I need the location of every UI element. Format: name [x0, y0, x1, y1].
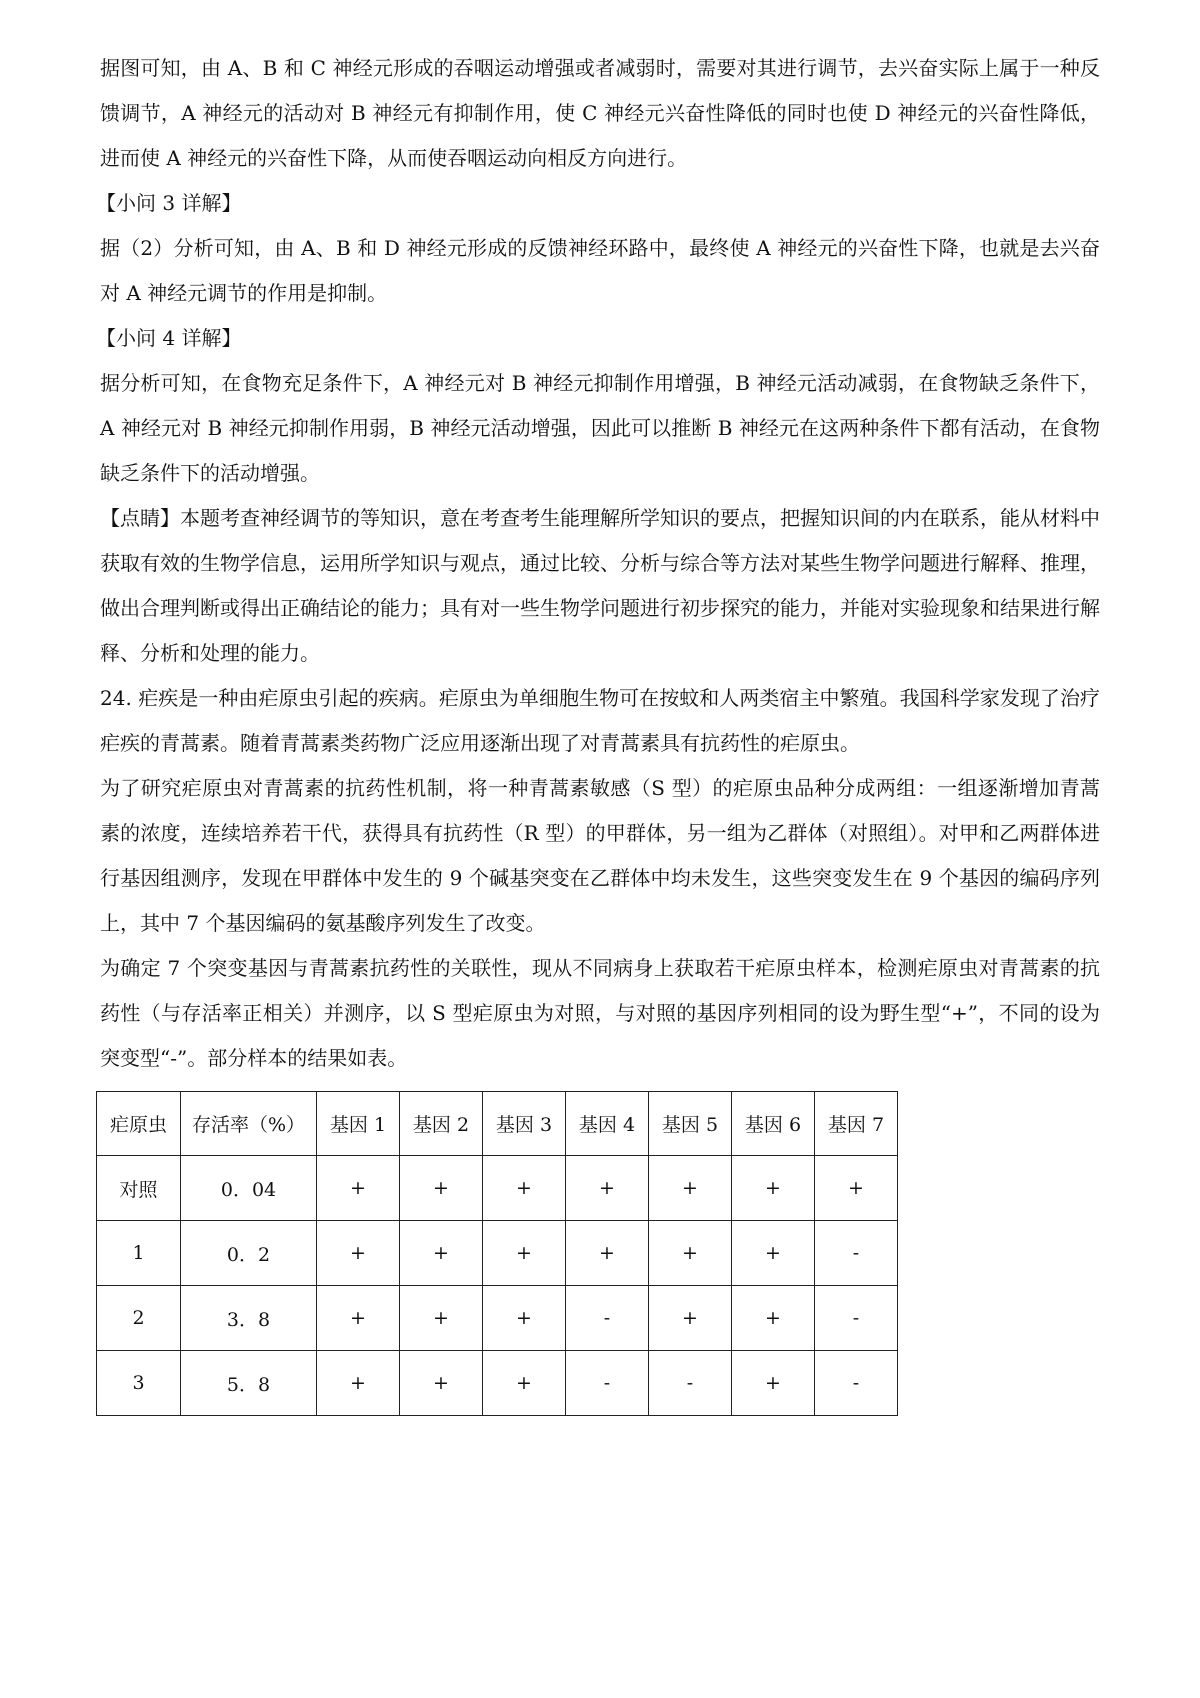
table-cell: - [815, 1351, 898, 1416]
paragraph-analysis: 据图可知，由 A、B 和 C 神经元形成的吞咽运动增强或者减弱时，需要对其进行调节，去兴奋实际上属于一种反馈调节，A 神经元的活动对 B 神经元有抑制作用，使 C 神经元兴奋性降低的同时也使 D 神经元的兴奋性降低，进而使 A 神经元的兴奋性下降，从而使吞咽运动向相反方向进行。 [100, 56, 1100, 170]
header-cell: 基因 4 [566, 1092, 649, 1156]
header-cell: 基因 1 [317, 1092, 400, 1156]
header-cell: 基因 6 [732, 1092, 815, 1156]
table-cell: + [483, 1286, 566, 1351]
table-cell: - [815, 1221, 898, 1286]
header-cell: 基因 2 [400, 1092, 483, 1156]
table-cell: + [400, 1156, 483, 1221]
paragraph-table-intro: 为确定 7 个突变基因与青蒿素抗药性的关联性，现从不同病身上获取若干疟原虫样本，检测疟原虫对青蒿素的抗药性（与存活率正相关）并测序，以 S 型疟原虫为对照，与对照的基因序列相同的设为野生型“+”，不同的设为突变型“-”。部分样本的结果如表。 [100, 956, 1100, 1070]
table-cell: + [732, 1221, 815, 1286]
header-cell: 疟原虫 [97, 1092, 181, 1156]
table-cell: - [815, 1286, 898, 1351]
header-cell: 基因 3 [483, 1092, 566, 1156]
table-cell: + [317, 1221, 400, 1286]
table-cell: + [317, 1286, 400, 1351]
heading-question-4: 【小问 4 详解】 [96, 326, 242, 350]
table-cell: - [566, 1351, 649, 1416]
table-cell: + [317, 1351, 400, 1416]
paragraph-question-3: 据（2）分析可知，由 A、B 和 D 神经元形成的反馈神经环路中，最终使 A 神经元的兴奋性下降，也就是去兴奋对 A 神经元调节的作用是抑制。 [100, 236, 1100, 305]
table-cell: + [566, 1156, 649, 1221]
table-cell: + [483, 1221, 566, 1286]
table-row [97, 1221, 898, 1286]
table-row [97, 1351, 898, 1416]
table-cell: + [400, 1286, 483, 1351]
table-cell: + [400, 1221, 483, 1286]
table-cell: 1 [97, 1221, 181, 1286]
table-cell: 3 [97, 1351, 181, 1416]
table-cell: + [483, 1156, 566, 1221]
header-cell: 基因 5 [649, 1092, 732, 1156]
table-cell: + [649, 1221, 732, 1286]
table-row [97, 1156, 898, 1221]
paragraph-comment: 【点睛】本题考查神经调节的等知识，意在考查考生能理解所学知识的要点，把握知识间的内在联系，能从材料中获取有效的生物学信息，运用所学知识与观点，通过比较、分析与综合等方法对某些生物学问题进行解释、推理，做出合理判断或得出正确结论的能力；具有对一些生物学问题进行初步探究的能力，并能对实验现象和结果进行解释、分析和处理的能力。 [100, 506, 1100, 665]
table-cell: + [732, 1286, 815, 1351]
table-cell: 0．04 [181, 1156, 317, 1221]
table-cell: 0．2 [181, 1221, 317, 1286]
table-cell: 对照 [97, 1156, 181, 1221]
results-table [96, 1091, 898, 1416]
table-cell: + [649, 1156, 732, 1221]
header-cell: 存活率（%） [181, 1092, 317, 1156]
paragraph-question-4: 据分析可知，在食物充足条件下，A 神经元对 B 神经元抑制作用增强，B 神经元活动减弱，在食物缺乏条件下，A 神经元对 B 神经元抑制作用弱，B 神经元活动增强，因此可以推断 B 神经元在这两种条件下都有活动，在食物缺乏条件下的活动增强。 [100, 371, 1100, 485]
table-cell: + [732, 1156, 815, 1221]
table-cell: + [317, 1156, 400, 1221]
paragraph-question-24-intro: 24. 疟疾是一种由疟原虫引起的疾病。疟原虫为单细胞生物可在按蚊和人两类宿主中繁殖。我国科学家发现了治疗疟疾的青蒿素。随着青蒿素类药物广泛应用逐渐出现了对青蒿素具有抗药性的疟原虫。 [100, 686, 1100, 755]
table-cell: 2 [97, 1286, 181, 1351]
paragraph-experiment: 为了研究疟原虫对青蒿素的抗药性机制，将一种青蒿素敏感（S 型）的疟原虫品种分成两组：一组逐渐增加青蒿素的浓度，连续培养若干代，获得具有抗药性（R 型）的甲群体，另一组为乙群体（对照组）。对甲和乙两群体进行基因组测序，发现在甲群体中发生的 9 个碱基突变在乙群体中均未发生，这些突变发生在 9 个基因的编码序列上，其中 7 个基因编码的氨基酸序列发生了改变。 [100, 776, 1100, 935]
table-cell: + [815, 1156, 898, 1221]
table-cell: + [400, 1351, 483, 1416]
header-cell: 基因 7 [815, 1092, 898, 1156]
table-cell: + [566, 1221, 649, 1286]
table-cell: + [732, 1351, 815, 1416]
table-cell: - [566, 1286, 649, 1351]
table-cell: + [483, 1351, 566, 1416]
table-cell: 5．8 [181, 1351, 317, 1416]
table-row [97, 1286, 898, 1351]
table-cell: + [649, 1286, 732, 1351]
table-cell: - [649, 1351, 732, 1416]
heading-question-3: 【小问 3 详解】 [96, 191, 242, 215]
table-cell: 3．8 [181, 1286, 317, 1351]
table-header-row [97, 1092, 898, 1156]
document-page [96, 46, 1100, 1416]
